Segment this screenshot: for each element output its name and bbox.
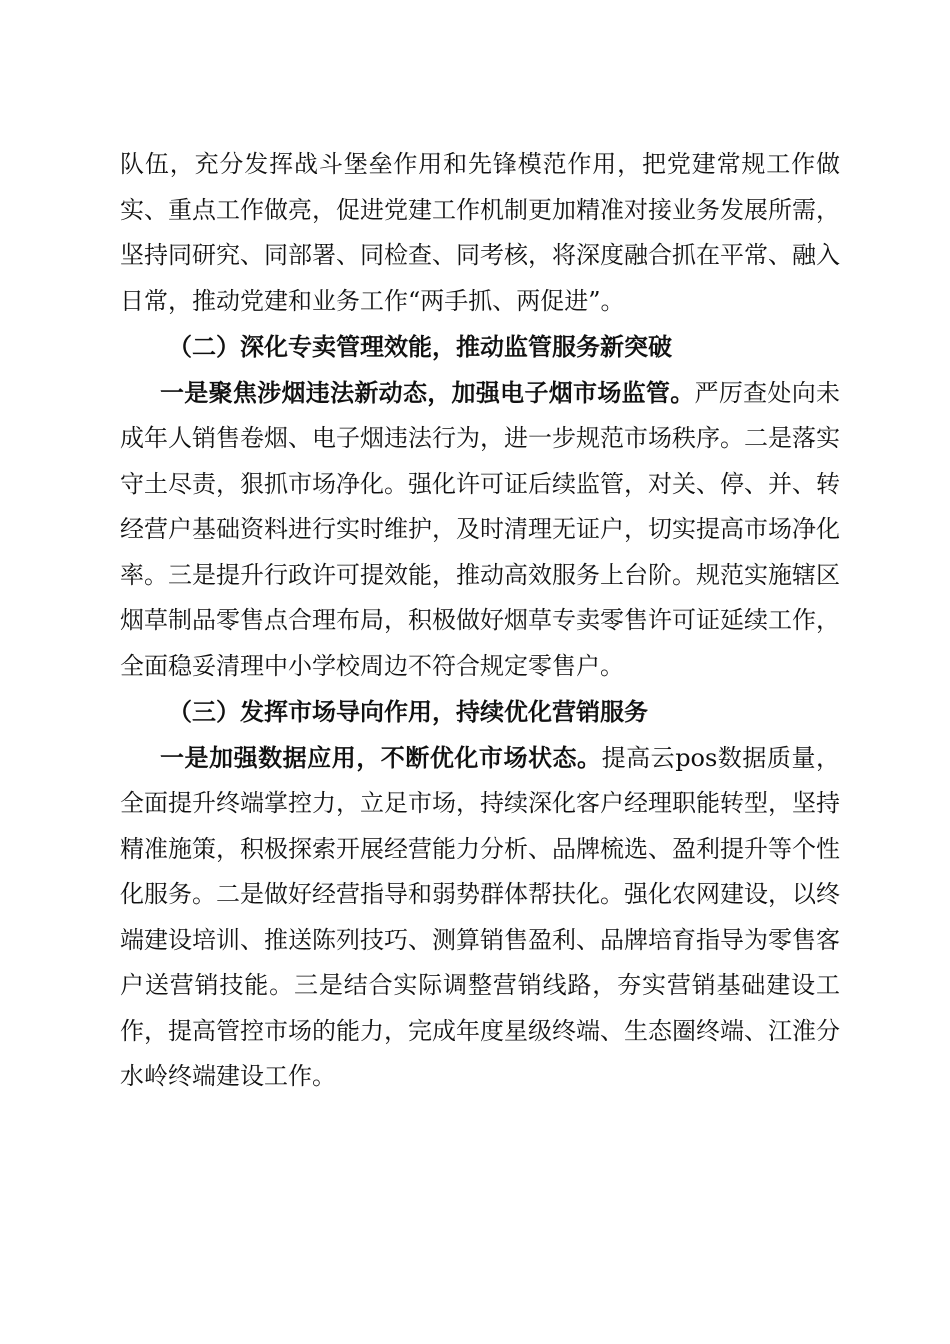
paragraph-lead: 一是加强数据应用，不断优化市场状态。 [160,742,602,772]
paragraph-marketing-service [120,735,840,1100]
document-body [120,142,840,1100]
paragraph-monopoly-management [120,370,840,690]
section-heading-2: （二）深化专卖管理效能，推动监管服务新突破 [168,332,672,361]
paragraph-text: 队伍，充分发挥战斗堡垒作用和先锋模范作用，把党建常规工作做实、重点工作做亮，促进党建工作机制更加精准对接业务发展所需，坚持同研究、同部署、同检查、同考核，将深度融合抓在平常、融入日常，推动党建和业务工作“两手抓、两促进”。 [120,150,840,315]
section-heading-3: （三）发挥市场导向作用，持续优化营销服务 [168,697,648,726]
paragraph-party-building [120,142,840,324]
paragraph-text: 提高云pos数据质量，全面提升终端掌控力，立足市场，持续深化客户经理职能转型，坚持精准施策，积极探索开展经营能力分析、品牌梳选、盈利提升等个性化服务。二是做好经营指导和弱势群体帮扶化。强化农网建设，以终端建设培训、推送陈列技巧、测算销售盈利、品牌培育指导为零售客户送营销技能。三是结合实际调整营销线路，夯实营销基础建设工作，提高管控市场的能力，完成年度星级终端、生态圈终端、江淮分水岭终端建设工作。 [120,743,840,1090]
paragraph-lead: 一是聚焦涉烟违法新动态，加强电子烟市场监管。 [160,377,695,407]
paragraph-text: 严厉查处向未成年人销售卷烟、电子烟违法行为，进一步规范市场秩序。二是落实守土尽责，狠抓市场净化。强化许可证后续监管，对关、停、并、转经营户基础资料进行实时维护，及时清理无证户，切实提高市场净化率。三是提升行政许可提效能，推动高效服务上台阶。规范实施辖区烟草制品零售点合理布局，积极做好烟草专卖零售许可证延续工作，全面稳妥清理中小学校周边不符合规定零售户。 [120,378,841,680]
